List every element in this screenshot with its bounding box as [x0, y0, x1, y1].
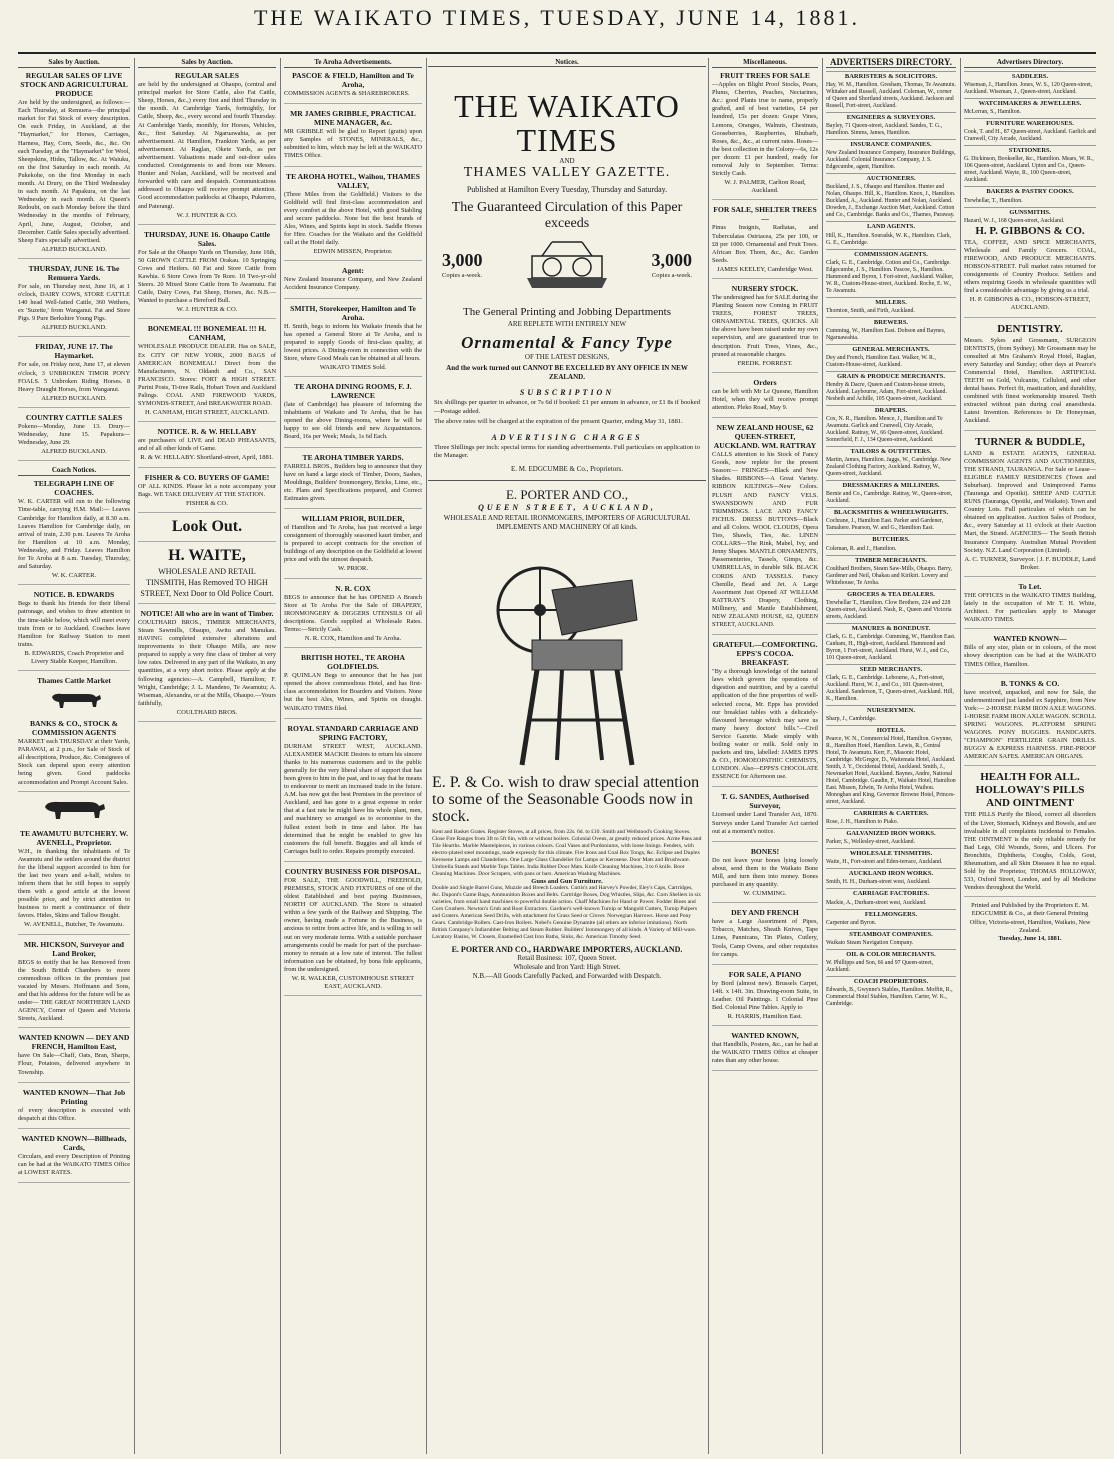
masthead [20, 6, 1094, 52]
advertisement [284, 304, 422, 378]
ad-title: BANKS & CO., STOCK & COMMISSION AGENTS [29, 719, 119, 738]
masthead-title: THE WAIKATO TIMES, TUESDAY, JUNE 14, 1881. [254, 5, 860, 30]
directory-entries: Sharp, J., Cambridge. [826, 715, 877, 722]
ad-body: Are held by the undersigned, as follows:— Each Thursday, at Remuera—the principal market for Fat Stock of every description. On each Friday, in Auckland, at the "Haymarket," for Horses, Carriages, Harness, Hay, Corn, Seeds, &c., &c. On each Tuesday, at the "Haymarket" for Wool, Sheepskins, Hides, Tallow, &c. At Waiuku, on the first Saturday in each month. At Pukekohe, on the first Monday in each month. At Drury, on the Third Wednesday in each month. At Papakura, on the last Wednesday in each month. At Queen's Redoubt, on each Monday before the third Wednesday in the months of February, April, June, August, October, and December. Cattle Sales specially advertised. Sheep Fairs specially advertised. [18, 99, 130, 244]
advertisement [712, 284, 818, 373]
directory-entries: Coulthard Brothers, Steam Saw-Mills, Ohaupo. Berry, Gardener and Neil, Ohakau and Kirikiri. Lovery and Whitehouse, Te Aroha. [826, 565, 953, 586]
directory-category: GENERAL MERCHANTS. [826, 344, 956, 354]
directory-category: MANURES & BONEDUST. [826, 623, 956, 633]
ad-signature: JAMES KEELEY, Cambridge West. [716, 265, 814, 273]
ad-body: have received, unpacked, and now for Sale, the undermentioned just landed ex Sapphire, from New York:— 2-HORSE FARM IRON AXLE WAGONS. 1-HORSE FARM IRON AXLE WAGON. SCROLL SPRING WAGONS. PLATFORM SPRING WAGONS. PONY BUGGIES. HANDCARTS. "CHAMPION" FERTILIZER GRAIN DRILLS. BUGGY & EXPRESS HARNESS. FIRE-PROOF AMERICAN SAFES. AMERICAN ORGANS. [964, 688, 1096, 761]
directory-entries: Waite, H., Fort-street and Eden-terrace, Auckland. [826, 859, 943, 866]
printing-heading: The General Printing and Jobbing Departments [462, 306, 672, 318]
ad-body: have a Large Assortment of Pipes, Tobacco, Matches, Sheath Knives, Tape Lines, Pannicans, Tin Plates, Cutlery, Tools, Camp Ovens, and other requisites for camps. [712, 918, 818, 958]
directory-category: STATIONERS. [964, 145, 1096, 155]
ad-title: B. TONKS & CO. [1000, 678, 1060, 688]
ad-title: WANTED KNOWN — DEY AND FRENCH, Hamilton East, [18, 1033, 130, 1052]
ad-title: THURSDAY, JUNE 16. The Remuera Yards. [28, 263, 120, 282]
ad-title: NEW ZEALAND HOUSE, 62 QUEEN-STREET, AUCKLAND. WM. RATTRAY [713, 423, 817, 451]
advertisement [18, 71, 130, 259]
advertisement [138, 230, 276, 320]
circulation-banner [428, 236, 706, 298]
ad-title: Agent: [342, 266, 364, 276]
ad-title: THURSDAY, JUNE 16. Ohaupo Cattle Sales. [143, 229, 271, 248]
directory-category: TAILORS & OUTFITTERS. [826, 446, 956, 456]
ad-title: DENTISTRY. [997, 322, 1063, 335]
ad-body: (Three Miles from the Goldfield.) Visitors to the Goldfield will find first-class accommodation and every comfort at the above Hotel, with good Stabling and secure paddocks. None but the best brands of Ales, Wines, and Spirits kept in stock. Saddle Horses for Hire. Coaches for the Waikato and the Goldfield call at the Hotel daily. [284, 190, 422, 247]
column-1 [18, 58, 130, 1454]
ad-title: Orders [753, 377, 777, 387]
directory-category: FURNITURE WAREHOUSES. [964, 118, 1096, 128]
directory-category: GRAIN & PRODUCE MERCHANTS. [826, 371, 956, 381]
ad-body: THE PILLS Purify the Blood, correct all disorders of the Liver, Stomach, Kidneys and Bowels, and are invaluable in all complaints incidental to Females. THE OINTMENT is the only reliable remedy for Bad Legs, Old Wounds, Sores, and Ulcers. For Bronchitis, Diphtheria, Coughs, Colds, Gout, Rheumatism, and all Skin Diseases it has no equal. Sold by the Proprietor, THOMAS HOLLOWAY, 533, Oxford Street, London, and by all Medicine Vendors throughout the World. [964, 811, 1096, 892]
column-rule [960, 58, 961, 1454]
directory-entries: Clark, G. E., Cambridge. Lebourne, A., Fort-street, Auckland. Hurst, W. J., and Co., 101 Queen-street, Auckland. Sanderson, T., Queen-street, Auckland. Hill, K., Hamilton. [826, 674, 954, 702]
advertisement [138, 473, 276, 513]
ad-title: WILLIAM PRIOR, BUILDER, [301, 514, 405, 523]
directory-category: AUCTIONEERS. [826, 173, 956, 183]
ad-title: NOTICE. R. & W. HELLABY [157, 427, 257, 437]
advertisement [18, 1134, 130, 1183]
ad-title: TE AROHA HOTEL, Waihou, THAMES VALLEY, [286, 171, 420, 190]
advertisement [18, 479, 130, 585]
ad-signature: B. EDWARDS, Coach Proprietor and Livery Stable Keeper, Hamilton. [24, 649, 124, 665]
ad-title: NOTICE! All who are in want of Timber. [140, 608, 274, 618]
directory-category: LAND AGENTS. [826, 221, 956, 231]
directory-category: BAKERS & PASTRY COOKS. [964, 186, 1096, 196]
directory-entries: Waikato Steam Navigation Company. [826, 939, 914, 946]
ad-body: MARKET each THURSDAY at their Yards, PARAWAI, at 2 p.m., for Sale of Stock of all descriptions, Produce, &c. Consignees of Stock can depend upon every attention being given. Good paddocks accommodation and Prompt Account Sales. [18, 738, 130, 786]
ad-title: MR. HICKSON, Surveyor and Land Broker, [23, 939, 125, 958]
subscription-heading: SUBSCRIPTION [519, 388, 615, 397]
advertisement [712, 847, 818, 903]
ad-body: by Bord (almost new). Brussels Carpet, 14ft. x 14ft. 3in. Drawing-room Suite, in Leather. Oil Paintings. 1 Colonial Pine Bed. Colonial Pine Tables. Apply to [712, 979, 818, 1011]
ad-signature: A. C. TURNER, Surveyor. | J. F. BUDDLE, Land Broker. [964, 555, 1096, 571]
advertisement [284, 109, 422, 166]
directory-entries: Thornton, Smith, and Firth, Auckland. [826, 307, 915, 314]
directory-entries: Buckland, J. S., Ohaupo and Hamilton. Hunter and Nolan, Ohaupo. Hill, K., Hamilton. Knox, J., Hamilton. Buckland, A., Auckland. Hunter and Nolan, Auckland. Dowden, J., Exchange Auction Mart, Auckland. Cotton and Co., Cambridge. Banks and Co., Thames, Paraway. [826, 184, 956, 219]
ad-signature: W. PRIOR. [338, 565, 368, 573]
circulation-caption-right: Copies a-week. [651, 272, 692, 279]
ad-title: TURNER & BUDDLE, [975, 435, 1085, 448]
directory-category: BLACKSMITHS & WHEELWRIGHTS. [826, 507, 956, 517]
ad-body: are purchasers of LIVE and DEAD PHEASANTS, and of all other kinds of Game. [138, 437, 276, 453]
ad-body: For sale, on Thursday next, June 16, at 1 o'clock, DAIRY COWS, STORE CATTLE 140 head Well-fatted Cattle, 360 Wethers, ex 'Suzette,' from Wanganui. Fat and Store Pigs. 9 Pure Berkshire Young Pigs. [18, 282, 130, 323]
ad-title: PASCOE & FIELD, Hamilton and Te Aroha, [292, 71, 414, 90]
directory-category: FELLMONGERS. [826, 909, 956, 919]
ad-body: DURHAM STREET WEST, AUCKLAND. ALEXANDER MACKIE Desires to return his sincere thanks to his numerous customers and to the public generally for the very liberal share of support that has been given to him in the past, and to say that he means to endeavour to merit an increased trade in the future. A.M. has now got the best Premises in the province of Auckland, and has gone to a great expense in order that at a fast rate he might have his whole plant, men, and machinery so arranged as to economise to the fullest extent both in time and labor. He has determined that he might be enabled to give his customers the full benefit. Buggies and all kinds of Carriages built to order. Repairs promptly executed. [284, 742, 422, 855]
retail-address: Retail Business: 107, Queen Street. [517, 953, 617, 962]
rates-note: The above rates will be charged at the expiration of the present Quarter, ending May 31, 1881. [434, 418, 683, 425]
ad-signature: EDWIN MISSEN, Proprietor. [313, 248, 393, 256]
printing-replete: ARE REPLETE WITH ENTIRELY NEW [507, 320, 627, 328]
advertisement [284, 453, 422, 509]
ad-signature: ALFRED BUCKLAND. [41, 324, 107, 332]
advertisement [284, 172, 422, 262]
latest-designs: OF THE LATEST DESIGNS, [524, 353, 610, 361]
ad-signature: R. HARRIS, Hamilton East. [727, 1013, 803, 1021]
ad-body: that Handbills, Posters, &c., can be had at the WAIKATO TIMES Office at cheaper rates than any other house. [712, 1041, 818, 1065]
ad-title: TELEGRAPH LINE OF COACHES. [33, 479, 115, 498]
directory-category: MILLERS. [826, 297, 956, 307]
directory-entries: Parker, S., Wellesley-street, Auckland. [826, 839, 916, 846]
ad-title: REGULAR SALES [175, 71, 239, 81]
directory-entries: Bernie and Co., Cambridge. Rattray, W., Queen-street, Auckland. [826, 491, 953, 505]
directory-entries: Hendry & Dacre, Queen and Custom-house streets, Auckland. Laybourne, Adam, Fort-street, Auckland. Nesbeth and Achille, 105 Queen-street, Auckland. [826, 382, 947, 403]
section-header: Te Aroha Advertisements. [284, 58, 422, 68]
advertisement [284, 382, 422, 447]
directory-category: OIL & COLOR MERCHANTS. [826, 949, 956, 959]
paper-subtitle: THAMES VALLEY GAZETTE. [463, 165, 671, 180]
section-header: Sales by Auction. [138, 58, 276, 68]
directory-category: GROCERS & TEA DEALERS. [826, 589, 956, 599]
printing-press-icon [522, 236, 612, 298]
directory-entries: Bayley, 71 Queen-street, Auckland. Sandes, T. G., Hamilton. Simms, James, Hamilton. [826, 123, 943, 137]
directory-category: DRAPERS. [826, 405, 956, 415]
advertisement [18, 1033, 130, 1082]
directory-category: HOTELS. [826, 725, 956, 735]
directory-category: NURSERYMEN. [826, 705, 956, 715]
ad-title: REGULAR SALES OF LIVE STOCK AND AGRICULTURAL PRODUCE [20, 71, 128, 99]
guns-heading: Guns and Gun Furniture. [531, 877, 603, 885]
wholesale-address: Wholesale and Iron Yard: High Street. [513, 962, 621, 971]
circulation-left: 3,000 [442, 250, 483, 270]
ad-title: Thames Cattle Market [37, 676, 111, 686]
ad-body: Pinus Insignis, Radiatas, and Tuberculatas Ostriacea, 25s per 100, or £8 per 1000. Ornamental and Fruit Trees. African Box Thorn, &c., &c. Garden Seeds. [712, 224, 818, 264]
directory-entries: Edwards, B., Gwynne's Stables, Hamilton. Moffitt, R., Commercial Hotel Stables, Hamilton. Carter, W. K., Cambridge. [826, 986, 953, 1007]
ad-body: WHOLESALE AND RETAIL TINSMITH, Has Removed TO HIGH STREET, Next Door to Old Police Court. [140, 566, 274, 598]
advertisement [18, 413, 130, 461]
cow-icon [44, 689, 104, 715]
proprietors: E. M. EDGCUMBE & Co., Proprietors. [511, 464, 623, 473]
ad-body: H. Smith, begs to inform his Waikato friends that he has opened a General Store at Te Aroha, and is prepared to supply Goods of first-class quality, at lowest prices. A Dining-room in connection with the Store, where Good Meals can be obtained at all hours. [284, 322, 422, 362]
ad-title: BRITISH HOTEL, TE AROHA GOLDFIELDS. [300, 653, 406, 672]
ad-title: WANTED KNOWN, [731, 1031, 799, 1041]
ad-title: To Let. [1018, 581, 1042, 591]
directory-entries: Martin, James, Hamilton. Jaggs, W., Cambridge. New Zealand Clothing Factory, Auckland. Rattray, W., Queen-street, Auckland. [826, 457, 952, 478]
ad-body: W. K. CARTER will run to the following Time-table, carrying H.M. Mail:— Leaves Cambridge for Hamilton daily, at 8.30 a.m. Leaves Hamilton for Cambridge daily, on arrival of train, 2.30 p.m. Leaves Te Aroha for Hamilton at 10 a.m. Monday, Wednesday, and Friday. Leaves Hamilton for Te Aroha at 8 a.m. Tuesday, Thursday, and Saturday. [18, 498, 130, 571]
ad-title: COUNTRY CATTLE SALES [25, 412, 123, 422]
ad-body: FARRELL BROS., Builders beg to announce that they have on hand a large stock of Timber, Doors, Sashes, Mouldings, Builders' Ironmongery, Bricks, Lime, etc., etc. Plans and Specifications prepared, and Correct Estimates given. [284, 462, 422, 502]
packing-note: N.B.—All Goods Carefully Packed, and Forwarded with Despatch. [472, 971, 662, 980]
ad-body: (late of Cambridge) has pleasure of informing the inhabitants of Waikato and Te Aroha, that he has opened the above Dining-rooms, where he will be happy to see old friends and new Acquaintances. Board, 16s per Week; Meals, 1s 6d Each. [284, 401, 422, 441]
ad-body: For sale, on Friday next, June 17, at eleven o'clock, 3 UNBROKEN TIMOR PONY FOALS. 5 Unbroken Riding Horses. 8 Heavy Draught Horses, from Wanganui. [18, 361, 130, 393]
ad-body: New Zealand Insurance Company, and New Zealand Accident Insurance Company. [284, 276, 422, 292]
ad-body: OF ALL KINDS. Please let a note accompany your Bags. WE TAKE DELIVERY AT THE STATION. [138, 482, 276, 498]
masthead-rule [18, 52, 1096, 54]
directory-entries: Trewhellar, T., Hamilton. [964, 197, 1023, 204]
ad-body: Pokeno—Monday, June 13. Drury—Wednesday, June 15. Papakura—Wednesday, June 29. [18, 422, 130, 447]
ad-signature: W. J. HUNTER & CO. [176, 211, 238, 219]
ad-body: For Sale at the Ohaupo Yards on Thursday, June 16th, 50 GROWN CATTLE FROM Orakau. 10 Springing Cows and Heifers. 60 Fat and Store Cattle from Kawhia. 6 Store Cows from Te Rore. 10 Two-yr-old Steers. 20 Mixed Store Cattle from Te Awamutu. Fat Cattle, Dairy Cows, Fat Sheep, Horses, &c. N.B.—Wanted to purchase a Hereford Bull. [138, 248, 276, 305]
advertisement [712, 970, 818, 1026]
ad-body: THE OFFICES in the WAIKATO TIMES Building, lately in the occupation of Mr T. H. White, Architect. For particulars apply to Manager WAIKATO TIMES. [964, 591, 1096, 624]
ad-title: WANTED KNOWN—Billheads, Cards, [21, 1133, 127, 1152]
porter-footer: E. PORTER AND CO., HARDWARE IMPORTERS, AUCKLAND. [451, 944, 683, 954]
porter-heading: E. PORTER AND CO., [428, 480, 706, 503]
ad-signature: W. K. CARTER. [51, 572, 97, 580]
ad-signature: COULTHARD BROS. [176, 708, 238, 716]
directory-entries: W. Phillipps and Son, 66 and 97 Queen-street, Auckland. [826, 959, 934, 973]
directory-category: CARRIAGE FACTORIES. [826, 888, 956, 898]
ad-body: Bills of any size, plain or in colours, of the most showy description can be had at the WAIKATO TIMES Office, Hamilton. [964, 644, 1096, 668]
ep-goods-list: Kent and Basket Grates. Register Stoves, at all prices, from 22s. 6d. to £10. Smith and Wellstood's Cooking Stoves. Close Fire Ranges from 3ft to 5ft 6in, with or without boilers. Colonial Ovens, at greatly reduced prices. Acme Pans and Tile Hearths. Marble Mantelpieces, in various colours. Coal Vases and Purdoniums, with loose linings. Fenders, with electro-plated steel mountings, made expressly for this climate. Fire Irons and Coal Box Tongs, &c. Eclipse and Duplex Kerosene Lamps and Chandeliers. One Large Glass Chandelier for Lamps or Kerosene. Door Mats and Brushware. Umbrella Stands and Marble Tops Tables. India Rubber Door Mats. Knife Cleaning Machines, 3 to 6 knife. Boot Cleaning Machines. Door Scrapers, with pans or bars. American Washing Machines. [432, 828, 702, 877]
directory-entries: G. Dickinson, Bookseller, &c., Hamilton. Mears, W. R., 106 Queen-street, Auckland. Upton and Co., Queen-street, Auckland. Wayte, R., 100 Queen-street, Auckland. [964, 156, 1094, 184]
ad-body: FOR SALE, THE GOODWILL, FREEHOLD, PREMISES, STOCK AND FIXTURES of one of the oldest Established and best paying Businesses, NORTH OF AUCKLAND. The Store is situated within a few yards of the Railway and Shipping. The owner, having made a Fortune in the Business, is anxious to retire from active life, and is willing to sell out on very moderate terms. With a suitable purchaser arrangements could be made for part of the purchase-money to remain at a low rate of interest. The fullest information can be obtained, by bona fide applicants, from the undersigned. [284, 876, 422, 973]
advertisement [284, 653, 422, 718]
advertisement [712, 423, 818, 635]
directory-entries: Hazard, W. J., 168 Queen-street, Auckland. [964, 217, 1065, 224]
directory-category: WATCHMAKERS & JEWELLERS. [964, 98, 1096, 108]
ad-signature: W. CUMMING. [743, 890, 787, 898]
ad-signature: ALFRED BUCKLAND. [41, 448, 107, 456]
section-header: Notices. [428, 58, 706, 67]
ad-title: TE AROHA DINING ROOMS, F. J. LAWRENCE [294, 382, 412, 401]
ad-body: Licensed under Land Transfer Act, 1870. Surveys under Land Transfer Act carried out at a moment's notice. [712, 811, 818, 835]
center-column [428, 58, 706, 1454]
ad-body: LAND & ESTATE AGENTS, GENERAL COMMISSION AGENTS AND AUCTIONEERS, THE STRAND, TAURANGA. For Sale or Lease— ELIGIBLE FAMILY RESIDENCES (Town and Suburban). Improved and Unimproved Farms (Tauranga and Opotiki). SHEEP AND CATTLE RUNS (Tauranga, Opotiki, and Waikato). Town and Country Lots. Full particulars of which can be obtained on application. Auction Sales of Produce, &c., every Saturday at 11 o'clock at their Auction Mart, the Strand. AGENCIES— The South British Insurance Company. Australian Mutual Provident Society. N.Z. Land Corporation (Limited). [964, 449, 1096, 554]
directory-entries: Smith, H. H., Durham-street west, Auckland. [826, 879, 931, 886]
directory-title: ADVERTISERS DIRECTORY. [826, 58, 956, 68]
directory-category: BUTCHERS. [826, 534, 956, 544]
directory-entries: Cook, T. and H., 87 Queen-street, Auckland. Garlick and Cranwell, City Arcade, Auckland. [964, 129, 1096, 143]
ad-title: WANTED KNOWN—That Job Printing [22, 1087, 126, 1106]
ad-title: H. WAITE, [168, 546, 246, 564]
ad-title: NURSERY STOCK. [731, 283, 799, 293]
ad-signature: R. & W. HELLABY. Shortland-street, April, 1881. [140, 454, 274, 462]
ad-body: Messrs. Sykes and Grossmann, SURGEON DENTISTS, (from Sydney). Mr Grossmann may be consulted at Mrs Graham's Royal Hotel, Raglan, every Saturday and Sunday; other days at Pearce's Commercial Hotel, Hamilton. ARTIFICIAL TEETH on Gold, Vulcanite, Celluloid, and other dental bases. Perfect fit, mastication, and durability, combined with finest workmanship insured. Teeth extracted without pain during coal anaesthesia. Latest Invention. References to Dr Honeyman, Auckland. [964, 336, 1096, 425]
ad-title: MR JAMES GRIBBLE, PRACTICAL MINE MANAGER, &c. [290, 109, 416, 128]
advertisement [284, 266, 422, 298]
advertisement [18, 590, 130, 671]
directory-entries: Mackie, A., Durham-street west, Auckland. [826, 899, 927, 906]
ad-title: NOTICE. B. EDWARDS [33, 590, 115, 600]
ad-body: CALLS attention to his Stock of Fancy Goods, now replete for the present Season:— FRINGES—Black and New Shades. RIBBONS—A Great Variety. RIBBON KILTINGS—New Colors. PLUSH AND FANCY VELS. SWANSDOWN AND FUR TRIMMINGS. LACE AND FANCY FICHUS. DRESS BUTTONS—Black and all Colors. WOOL CLOUDS, Opera Ties, Shawls, Ties, &c. LINEN COLLARS—The Rink, Mabel, Ivy, and Jenny Shapes. MANTLE ORNAMENTS, Passementeries, Tassels, Gimps, &c. UMBRELLAS, in durable Silk. BLACK CORDS AND TASSELS. Fancy Chenille, Bead and Jet. A Large Assortment Just Opened AT WILLIAM RATTRAY'S Drapery, Clothing, Millinery, and Mantle Establishment, NEW ZEALAND HOUSE, 62, QUEEN STREET, AUCKLAND. [712, 451, 818, 629]
directory-category: SEED MERCHANTS. [826, 664, 956, 674]
advertisement [712, 378, 818, 418]
ad-signature: W. J. PALMER, Carlton Road, Auckland. [724, 179, 806, 195]
advertisement [284, 514, 422, 579]
circulation-heading: The Guaranteed Circulation of this Paper exceeds [451, 200, 683, 231]
ad-title: BONEMEAL !!! BONEMEAL !!! H. CANHAM, [147, 324, 267, 343]
ad-signature: W. J. HUNTER & CO. [176, 306, 238, 314]
advertisement [712, 205, 818, 279]
column-3 [284, 58, 422, 1454]
directory-category: STEAMBOAT COMPANIES. [826, 929, 956, 939]
paper-title-and: AND [559, 157, 575, 165]
advertisement [284, 724, 422, 862]
advertisement [18, 264, 130, 338]
ad-body: "By a thorough knowledge of the natural laws which govern the operations of digestion and nutrition, and by a careful application of the fine properties of well-selected cocoa, Mr. Epps has provided our breakfast tables with a delicately-flavoured beverage which may save us many heavy doctors' bills."—Civil Service Gazette. Made simply with boiling water or milk. Sold only in packets and tins, labelled: JAMES EPPS & CO., HOMOEOPATHIC CHEMISTS, LONDON. Also—EPPS'S CHOCOLATE ESSENCE for Afternoon use. [712, 668, 818, 781]
ad-body: The undersigned has for SALE during the Planting Season now Coming in FRUIT TREES, FOREST TREES, ORNAMENTAL TREES, QUICKS. All the above have been raised under my own supervision, and are guaranteed true to description. Fruit Trees, Vines, &c., pruned at reasonable charges. [712, 293, 818, 358]
advertisement [138, 71, 276, 225]
directory-category: INSURANCE COMPANIES. [826, 139, 956, 149]
directory-entries: Cumming, W., Hamilton East. Dobson and Baynes, Ngaruawahia. [826, 327, 946, 341]
advertisement [138, 324, 276, 422]
advertisement [712, 792, 818, 841]
ad-signature: W. AVENELL, Butcher, Te Awamutu. [23, 921, 124, 929]
ad-body: P. QUINLAN Begs to announce that he has just opened the above commodious Hotel, and has first-class accommodation for Boarders and Visitors. None but the best Ales, Wines, and Spirits on draught. WAIKATO TIMES filed. [284, 672, 422, 712]
ad-signature: H. P. GIBBONS & CO., HOBSON-STREET, AUCKLAND. [969, 296, 1091, 312]
ad-title: FISHER & CO. BUYERS OF GAME! [144, 472, 270, 482]
directory-category: BREWERS. [826, 317, 956, 327]
ad-title: DEY AND FRENCH [731, 908, 799, 918]
ad-body: can be left with Mr Le Quesne, Hamilton Hotel, when they will receive prompt attention. Pleko Road, May 9. [712, 387, 818, 411]
imprint: Printed and Published by the Proprietors E. M. EDGCUMBE & Co., at their General Printing Office, Victoria-street, Hamilton, Waikato, New Zealand. [969, 902, 1091, 934]
directory-entries: Rose, J. H., Hamilton to Piako. [826, 819, 899, 826]
column-rule [708, 58, 709, 1454]
advertisement [284, 71, 422, 104]
directory-category: COACH PROPRIETORS. [826, 976, 956, 986]
ad-signature: FREDK. FORREST. [737, 359, 793, 367]
advertisement [284, 584, 422, 649]
column-rule [280, 58, 281, 1454]
ad-body: BEGS to announce that he has OPENED A Branch Store at Te Aroha For the Sale of DRAPERY, IRONMONGERY & DIGGERS UTENSILS Of all descriptions. Goods supplied at Wholesale Rates. Terms:—Strictly Cash. [284, 593, 422, 633]
ad-body: Begs to thank his friends for their liberal patronage, and wishes to draw attention to the time-table below, which will meet every train from or to Auckland. Coaches leave Hamilton for Railway Station to meet trains. [18, 600, 130, 648]
ad-body: have On Sale—Chaff, Oats, Bran, Sharps, Flour, Potatoes, delivered anywhere in Township. [18, 1052, 130, 1076]
directory-entries: Clark, G. E., Cambridge. Cotton and Co., Cambridge. Edgecumbe, J. S., Hamilton. Pascoe, S., Hamilton. Hammond and Byron, 1 Fort-street, Auckland. Walker, W. R., Custom-House-street, Auckland. Roche, E. W., Te Awamutu. [826, 259, 954, 294]
directory-entries: New Zealand Insurance Company, Insurance Buildings, Auckland. Colonial Insurance Company, J. S. Edgecumbe, agent, Hamilton. [826, 150, 956, 171]
porter-description: WHOLESALE AND RETAIL IRONMONGERS, IMPORTERS OF AGRICULTURAL IMPLEMENTS AND MACHINERY Of all kinds. [443, 513, 691, 531]
directory-entries: Hill, K., Hamilton. Souradsk, W. K., Hamilton. Clark, G. E., Cambridge. [826, 232, 952, 246]
ad-title: SMITH, Storekeeper, Hamilton and Te Aroha. [290, 303, 416, 322]
column-5 [712, 58, 818, 1454]
ad-title: TE AROHA TIMBER YARDS. [302, 452, 404, 462]
directory-category: COMMISSION AGENTS. [826, 249, 956, 259]
subscription-text: Six shillings per quarter in advance, or 7s 6d if booked: £1 per annum in advance, or £1 8s if booked—Postage added. [434, 399, 700, 415]
directory-entries: Pearce, W. N., Commercial Hotel, Hamilton. Gwynne, R., Hamilton Hotel, Hamilton. Lewis, R., Central Hotel, Te Awamutu. Kerr, F., Masonic Hotel, Cambridge. McGregor, D., Waitemata Hotel, Auckland. Smith, J. Y., Occidental Hotel, Auckland. Smith, J., Newmarket Hotel, Auckland. Baynes, Andre, National Hotel, Cambridge. Gaudin, F., Waikato Hotel, Hamilton East. Missen, Edwin, Te Aroha Hotel, Waihou. Monoghan and King, Governor Browne Hotel, Princes-street, Auckland. [826, 736, 956, 806]
ad-title: GRATEFUL—COMFORTING. EPPS'S COCOA. BREAKFAST. [712, 640, 818, 668]
ad-title: WANTED KNOWN— [993, 634, 1067, 644]
advertisement [712, 1031, 818, 1071]
directory-entries: Clark, G. E., Cambridge. Cumming, W., Hamilton East. Canham, H., High-street, Auckland. Hammond and Byron, 1 Fort-street, Auckland. Hurst, W. J., and Co., 101 Queen-street, Auckland. [826, 633, 956, 661]
ad-title: COUNTRY BUSINESS FOR DISPOSAL. [284, 866, 422, 876]
ad-body: Circulars, and every Description of Printing can be had at the WAIKATO TIMES Office at LOWEST RATES. [18, 1152, 130, 1176]
advertisement [712, 71, 818, 200]
column-rule [822, 58, 823, 1454]
ad-title: HEALTH FOR ALL. HOLLOWAY'S PILLS AND OINTMENT [975, 771, 1085, 810]
ad-body: WHOLESALE PRODUCE DEALER. Has on SALE, Ex CITY OF NEW YORK, 2000 BAGS of AMERICAN BONEMEAL! Direct from the Manufacturers, N. Oldandt and Co., SAN FRANCISCO. Stores: FORT & HIGH STREET. Purini Posts, Ti-tree Rails, Hobart Town and Auckland Palings. COAL AND FIREWOOD YARDS, SYMONDS-STREET, And BREAKWATER ROAD. [138, 343, 276, 408]
ad-body: TEA, COFFEE, AND SPICE MERCHANTS, Wholesale and Family Grocers. COAL, FIREWOOD, AND PRODUCE MERCHANTS. HOBSON-STREET. Full market rates returned for consignments of Country Produce. Settlers and others requiring Goods in wholesale quantities will find a considerable advantage by giving us a trial. [964, 238, 1096, 295]
advertisement [18, 1088, 130, 1129]
column-rule [134, 58, 135, 1454]
directory-entries: Cox, N. R., Hamilton. Mence, J., Hamilton and Te Awamutu. Garlick and Cranwell, City Arcade, Auckland. Rattray, W., 66 Queen-street, Auckland. Somerfield, F. J., 134 Queen-street, Auckland. [826, 416, 944, 444]
directory-category: SADDLERS. [964, 71, 1096, 81]
paper-title: THE WAIKATO TIMES [454, 88, 680, 158]
directory-category: DRESSMAKERS & MILLINERS. [826, 480, 956, 490]
look-out-heading: Look Out. [171, 517, 243, 535]
column-6 [826, 58, 956, 1454]
work-claim: And the work turned out CANNOT BE EXCELLED BY ANY OFFICE IN NEW ZEALAND. [446, 364, 688, 381]
directory-category: TIMBER MERCHANTS. [826, 555, 956, 565]
ad-body: BEGS to notify that he has Removed from the South British Chambers to more commodious offices in the premises just vacated by Messrs. Hoffmann and Sons, and that his address for the future will be as under— THE GREAT NORTHERN LAND AGENCY, Corner of Queen and Victoria Streets, Auckland. [18, 958, 130, 1023]
directory-category: AUCKLAND IRON WORKS. [826, 868, 956, 878]
ad-title: FOR SALE, SHELTER TREES— [713, 205, 817, 224]
circulation-caption-left: Copies a-week. [442, 272, 483, 279]
column-2 [138, 58, 276, 1454]
circulation-right: 3,000 [651, 250, 692, 270]
ad-signature: W. R. WALKER, CUSTOMHOUSE STREET EAST, AUCKLAND. [291, 975, 415, 991]
advertisement [138, 427, 276, 467]
guns-list: Double and Single Barrel Guns, Muzzle and Breech Loaders. Curtis's and Harvey's Powder, Eley's Caps, Cartridges, &c. Dupont's Game Bags, Ammunition Boxes and Belts. Cartridge Boxes, Dog Whistles, Slips, &c. Corn Shellers in six varieties, from small hand machines to powerful double action. Chaff Machines for Hand or Power. Fodder Bines and Corn Crushers. Newton's Grub and Root Extractors. Gardner's well-known Turnip or Mangold Cutters, Turnip Pulpers and Graters. American Seed Drills, with attachment for Grass Seed or Clover. Norwegian Harrows. Horse and Pony Gears. Cambridge Rollers. Cast-Iron Boilers. Nobel's Genuine Dynamite (all others are inferior imitations). North British Company's Indiarubber Belting and Steam Rubber. Builders' Ironmongery of all kinds. A Variety of Mill-ware. Lavatory Basins, W. Closets, Enamelled Cast Iron Baths, Sinks, &c. American Timothy Seed. [432, 884, 702, 940]
section-header: Sales by Auction. [18, 58, 130, 68]
directory-entries: Wiseman, J., Hamilton. Jones, W. S., 120 Queen-street, Auckland. Wiseman, J., Queen-street, Auckland. [964, 82, 1093, 96]
directory-entries: Cochrane, J., Hamilton East. Parker and Gardener, Tamahere. Pearson, W. and G., Hamilton East. [826, 518, 944, 532]
ad-title: FRUIT TREES FOR SALE [720, 71, 810, 81]
ad-body: COMMISSION AGENTS & SHAREBROKERS. [284, 90, 410, 98]
ad-title: FRIDAY, JUNE 17. The Haymarket. [35, 342, 113, 361]
publication-days: Published at Hamilton Every Tuesday, Thursday and Saturday. [466, 185, 668, 194]
ad-signature: ALFRED BUCKLAND. [41, 394, 107, 402]
advertisement [284, 867, 422, 996]
ad-body: W.H., in thanking the inhabitants of Te Awamutu and the settlers around the district for the liberal support accorded to him for the last two years and a-half, wishes to inform them that he still hopes to supply them with a good article at the lowest possible price, and by strict attention to business to merit a continuance of their favors. Hides, Skins and Tallow Bought. [18, 847, 130, 920]
ad-body: are held by the undersigned at Ohaupo, (central and principal market for Store Cattle, also Fat Cattle, Sheep, Horses, &c.,) every first and third Thursday in the month. At Cambridge Yards, fortnightly, for Cattle, Sheep, &c., every second and fourth Thursday. At Cambridge Yards, monthly, for Horses, Vehicles, &c., first Saturday. At Ngaruawahia, as per advertisement. At Hamilton, Frankton Yards, as per advertisement. At Raglan, Okete Yards, as per advertisement. Valuations made and out-door sales conducted. Consignments to and from our Messrs. Hunter and Nolan, Auckland, will be received and forwarded with care and despatch. Communications addressed to Ohaupo will receive prompt attention. Good accommodation paddocks at Ohaupo, Pukeroro, and Paterangi. [138, 81, 276, 210]
directory-entries: Trewhellar T., Hamilton. Clow Brothers, 224 and 228 Queen-street, Auckland. Nash, R., Queen and Victoria streets, Auckland. [826, 599, 952, 620]
ad-title: H. P. GIBBONS & CO. [975, 224, 1085, 237]
directory-category: WHOLESALE TINSMITHS. [826, 848, 956, 858]
advertisement [712, 640, 818, 787]
directory-category: ENGINEERS & SURVEYORS. [826, 112, 956, 122]
ad-signature: FISHER & CO. [186, 499, 228, 507]
advertisement [712, 908, 818, 964]
ad-title: ROYAL STANDARD CARRIAGE AND SPRING FACTORY, [287, 723, 419, 742]
advertising-heading: ADVERTISING CHARGES [491, 432, 643, 442]
directory-entries: McLerran, S., Hamilton. [964, 109, 1021, 116]
ad-signature: WAIKATO TIMES Sold. [319, 363, 387, 371]
ep-headline: E. P. & Co. wish to draw special attention to some of the Seasonable Goods now in stock. [432, 773, 700, 825]
ad-body: MR GRIBBLE will be glad to Report (gratis) upon any Samples of STONES, MINERALS, &c., submitted to him, which may be left at the WAIKATO TIMES Office. [284, 128, 422, 160]
column-rule [426, 58, 427, 1454]
ad-title: T. G. SANDES, Authorised Surveyor, [721, 792, 809, 811]
ad-signature: ALFRED BUCKLAND. [41, 245, 107, 253]
ad-title: N. R. COX [335, 583, 371, 593]
directory-entries: Coleman, R. and J., Hamilton. [826, 545, 897, 552]
ad-body: Do not leave your bones lying loosely about, send them to the Waikato Bone Mill, and turn them into money. Bones purchased in any quantity. [712, 856, 818, 889]
directory-category: CARRIERS & CARTERS. [826, 808, 956, 818]
ad-body: of every description is executed with despatch at this Office. [18, 1106, 130, 1122]
ornamental-type: Ornamental & Fancy Type [461, 333, 673, 352]
directory-entries: Hay, W. M., Hamilton. Gresham, Thomas, Te Awamutu. Whitaker and Russell, Auckland. Coleman, W., corner of Queen and Shortland streets, Auckland. Jackson and Russell, Fort-street, Auckland. [826, 82, 956, 110]
section-header: Advertisers Directory. [964, 58, 1096, 68]
ad-title: FOR SALE, A PIANO [728, 969, 802, 979]
directory-category: GUNSMITHS. [964, 207, 1096, 217]
bull-icon [39, 797, 109, 825]
directory-category: GALVANIZED IRON WORKS. [826, 828, 956, 838]
ad-body: COULTHARD BROS., TIMBER MERCHANTS, Steam Sawmills, Ohaupo, Awitu and Manukau. HAVING completed extensive alterations and improvements to their Ohaupo Mills, are now prepared to supply a very fine class of timber at very low rates. Delivered in any part of the Waikato, in any quantities, at a very short notice. Please apply at the following agencies:—A. Campbell, Hamilton; F. Wright, Cambridge; J. L. Mandeno, Te Awamutu; A. Wiseman, Alexandra, or at the Mills, Ohaupo.—Yours faithfully, [138, 618, 276, 707]
column-7 [964, 58, 1096, 1454]
ad-body: —Apples on Blight Proof Stocks, Pears, Plums, Cherries, Peaches, Nectarines, &c.: good Plants true to name, properly grafted, and of best varieties, £4 per hundred, 15s per dozen: Grape Vines, Lemons, Oranges, Walnuts, Chestnuts, Gooseberries, Raspberries, Rhubarb, Roses, &c., &c., at current rates. Roses—the best collection in the Colony—6s, 12s per dozen: £1 per hundred, ready for removal July to September. Terms: Strictly Cash. [712, 81, 818, 178]
imprint-date: Tuesday, June 14, 1881. [998, 934, 1062, 942]
advertising-text: Three Shillings per inch: special terms for standing advertisements. Full particulars on application to the Manager. [434, 443, 700, 459]
ad-signature: H. CANHAM, HIGH STREET, AUCKLAND. [144, 409, 270, 417]
directory-entries: Dey and French, Hamilton East. Walker, W. R., Custom-House-street, Auckland. [826, 354, 936, 368]
ad-body: of Hamilton and Te Aroha, has just received a large consignment of thoroughly seasoned kauri timber, and is prepared to accept contracts for the erection of buildings of any description on the Goldfield at lowest price and with the utmost despatch. [284, 524, 422, 564]
section-header: Coach Notices. [18, 466, 130, 476]
directory-category: BARRISTERS & SOLICITORS. [826, 71, 956, 81]
advertisement [18, 342, 130, 407]
section-header: Miscellaneous. [712, 58, 818, 68]
ad-title: BONES! [750, 846, 780, 856]
ad-signature: N. R. COX, Hamilton and Te Aroha. [304, 635, 402, 643]
porter-address: QUEEN STREET, AUCKLAND, [478, 502, 656, 512]
directory-entries: Carpenter and Byron. [826, 919, 877, 926]
ad-title: TE AWAMUTU BUTCHERY. W. AVENELL, Proprietor. [19, 828, 129, 847]
chaff-cutter-machine-illustration [492, 540, 642, 770]
